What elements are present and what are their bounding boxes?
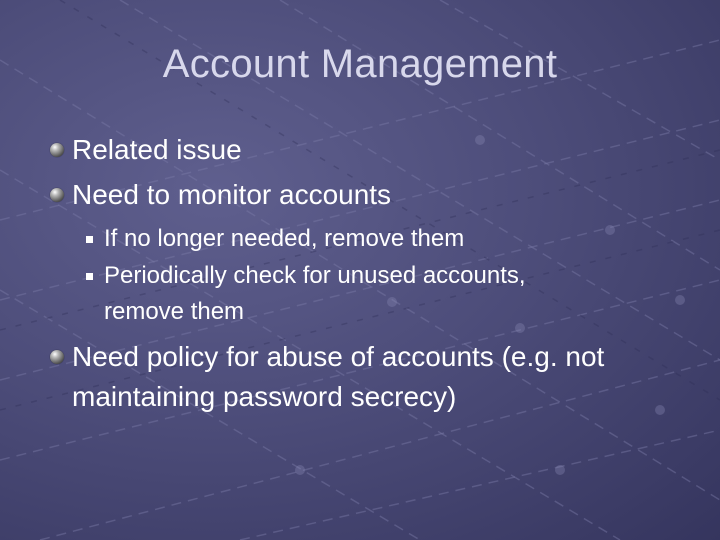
bullet-text-line: maintaining password secrecy): [72, 381, 457, 412]
sphere-bullet-icon: [50, 350, 64, 364]
bullet-text-line: Need policy for abuse of accounts (e.g. not: [72, 341, 605, 372]
slide-title: Account Management: [162, 42, 558, 86]
bullet-text: Need to monitor accounts: [72, 179, 392, 210]
bullet-text: Related issue: [72, 134, 242, 165]
sphere-bullet-icon: [50, 143, 64, 157]
sub-bullet-text-line: Periodically check for unused accounts,: [104, 262, 526, 289]
sub-bullet-text-line: remove them: [104, 298, 245, 325]
square-bullet-icon: [86, 236, 93, 243]
sub-bullet-item: [104, 221, 464, 257]
sub-bullet-item: [104, 258, 526, 330]
bullet-item: [72, 175, 391, 215]
sub-bullet-text: If no longer needed, remove them: [104, 225, 465, 252]
bullet-item: [72, 130, 242, 170]
square-bullet-icon: [86, 273, 93, 280]
bullet-item: [72, 337, 604, 417]
sphere-bullet-icon: [50, 188, 64, 202]
